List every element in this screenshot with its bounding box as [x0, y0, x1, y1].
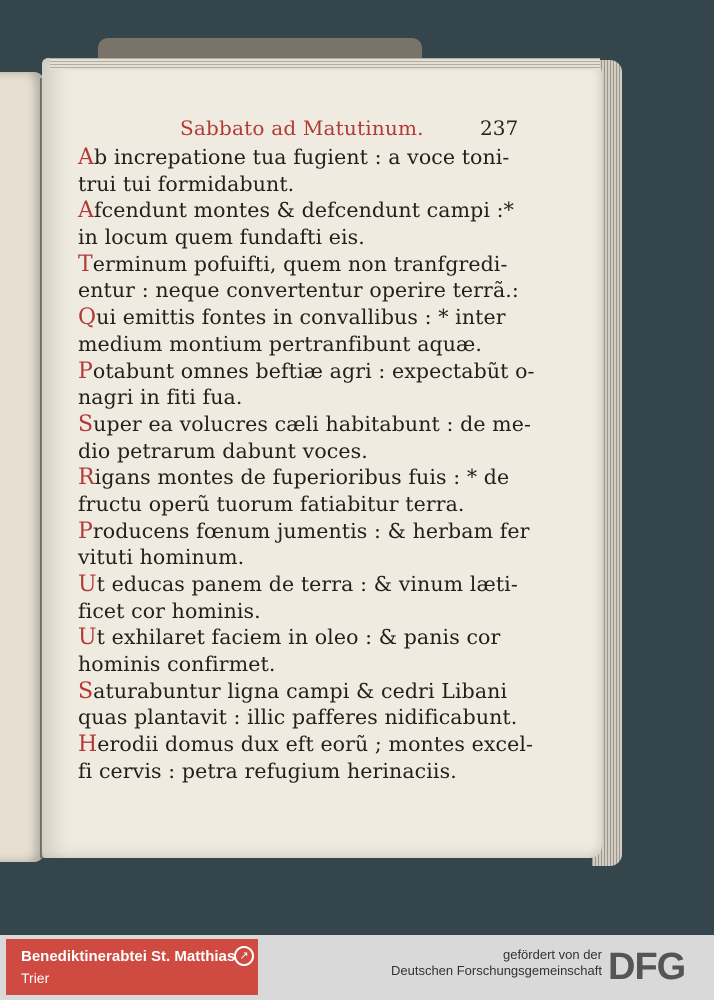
line-text: entur : neque convertentur operire terrã.:: [78, 278, 519, 303]
rubric-initial: Q: [78, 305, 97, 331]
text-line: [78, 384, 528, 411]
text-line: [78, 598, 528, 625]
rubric-initial: R: [78, 465, 95, 491]
text-line: [78, 518, 528, 545]
line-text: b increpatione tua fugient : a voce toni-: [94, 145, 510, 169]
text-line: [78, 358, 535, 385]
institution-name: Benediktinerabtei St. Matthias: [21, 948, 236, 965]
line-text: otabunt omnes beftiæ agri : expectabũt o-: [92, 358, 535, 383]
text-line: [78, 277, 528, 304]
rubric-initial: P: [78, 358, 93, 384]
rubric-initial: S: [78, 411, 94, 437]
line-text: t exhilaret faciem in oleo : & panis cor: [96, 625, 501, 650]
line-text: hominis confirmet.: [78, 652, 276, 677]
line-text: ui emittis fontes in convallibus : * inter: [96, 305, 506, 330]
open-link-icon[interactable]: ↗: [234, 946, 254, 966]
text-line: [78, 171, 528, 198]
text-line: [78, 304, 528, 331]
rubric-initial: T: [78, 251, 93, 277]
line-text: vituti hominum.: [78, 545, 245, 570]
funding-line-2: Deutschen Forschungsgemeinschaft: [390, 963, 602, 978]
left-page: [0, 72, 44, 862]
line-text: igans montes de fuperioribus fuis : * de: [94, 465, 510, 490]
text-line: [78, 651, 528, 678]
line-text: fructu operũ tuorum fatiabitur terra.: [78, 491, 465, 516]
funding-text: [391, 947, 602, 979]
text-line: [78, 144, 528, 171]
text-line: [78, 624, 528, 651]
line-text: uper ea volucres cæli habitabunt : de me-: [93, 411, 531, 436]
line-text: trui tui formidabunt.: [78, 171, 295, 196]
text-line: [78, 758, 528, 785]
text-line: [78, 731, 534, 758]
text-line: [78, 224, 528, 251]
line-text: erminum pofuifti, quem non tranfgredi-: [92, 251, 508, 276]
line-text: roducens fœnum jumentis : & herbam fer: [92, 518, 530, 543]
text-line: [78, 464, 528, 491]
line-text: nagri in fiti fua.: [78, 385, 243, 410]
rubric-initial: U: [78, 625, 97, 651]
text-line: [78, 678, 528, 705]
line-text: aturabuntur ligna campi & cedri Libani: [93, 678, 508, 703]
line-text: dio petrarum dabunt voces.: [78, 438, 368, 463]
line-text: fi cervis : petra refugium herinaciis.: [78, 758, 457, 783]
institution-badge[interactable]: [6, 939, 258, 995]
line-text: in locum quem fundafti eis.: [78, 225, 365, 250]
text-line: [78, 544, 528, 571]
rubric-initial: A: [78, 145, 94, 170]
rubric-initial: U: [78, 572, 97, 597]
text-line: [78, 251, 528, 278]
footer-bar: [0, 935, 714, 1000]
text-line: [78, 571, 528, 598]
text-line: [78, 331, 528, 358]
text-line: [78, 704, 528, 731]
funding-line-1: gefördert von der: [502, 947, 602, 962]
page-number: 237: [480, 116, 519, 140]
dfg-logo: DFG: [608, 946, 686, 988]
text-line: [78, 491, 528, 518]
text-line: [78, 197, 528, 224]
rubric-initial: P: [78, 518, 93, 544]
running-head: Sabbato ad Matutinum.: [180, 116, 424, 140]
rubric-initial: S: [78, 678, 94, 704]
page-header: [180, 116, 520, 144]
text-line: [78, 438, 528, 465]
line-text: quas plantavit : illic pafferes nidificabunt.: [78, 705, 518, 730]
rubric-initial: A: [78, 198, 94, 224]
page-top-edges: [50, 58, 600, 70]
line-text: medium montium pertranfibunt aquæ.: [78, 331, 483, 356]
line-text: erodii domus dux eft eorũ ; montes excel-: [97, 732, 534, 757]
psalm-text: [78, 144, 535, 785]
line-text: fcendunt montes & defcendunt campi :*: [94, 198, 514, 223]
line-text: t educas panem de terra : & vinum læti-: [96, 572, 518, 596]
text-line: [78, 411, 531, 438]
institution-city: Trier: [21, 970, 50, 986]
rubric-initial: H: [78, 732, 98, 758]
line-text: ficet cor hominis.: [78, 598, 261, 623]
